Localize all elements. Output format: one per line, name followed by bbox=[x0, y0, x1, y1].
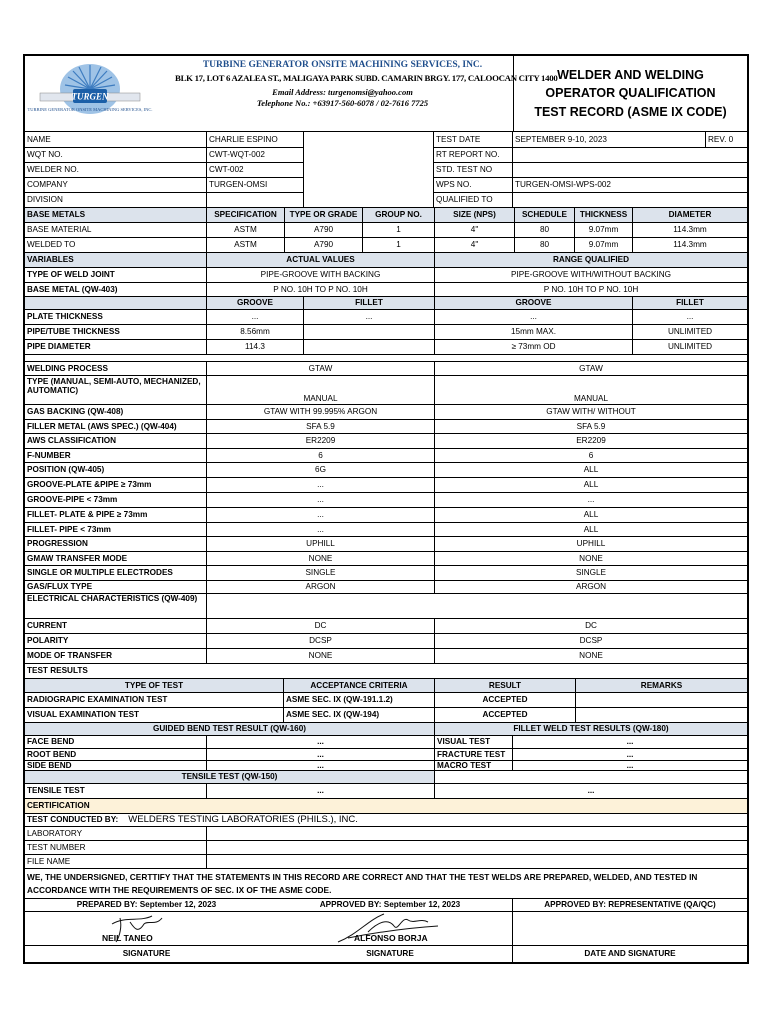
process-rows-9-range: ALL bbox=[434, 508, 747, 522]
prepared-signature bbox=[25, 912, 268, 945]
certification-test-number-label: TEST NUMBER bbox=[27, 842, 86, 852]
process-rows-5-range: 6 bbox=[434, 449, 747, 462]
signature-area bbox=[25, 911, 747, 945]
base-metals-rows-0-4: 4" bbox=[434, 223, 514, 237]
process-rows-10-range: ALL bbox=[434, 523, 747, 536]
test-results-headers-3: REMARKS bbox=[575, 679, 747, 692]
base-metals-rows-1-4: 4" bbox=[434, 238, 514, 252]
base-metals-headers-3: GROUP NO. bbox=[362, 208, 434, 222]
variables-header bbox=[25, 252, 747, 267]
test-results-headers-1: ACCEPTANCE CRITERIA bbox=[283, 679, 434, 692]
header-title-line3: TEST RECORD (ASME IX CODE) bbox=[534, 104, 727, 119]
bend-rows-1-label2: FRACTURE TEST bbox=[434, 749, 512, 760]
variables-groove: GROOVE bbox=[206, 297, 303, 309]
process-rows-3-label: FILLER METAL (AWS SPEC.) (QW-404) bbox=[27, 421, 177, 431]
process-rows-12-label: GMAW TRANSFER MODE bbox=[27, 553, 128, 563]
division-value bbox=[206, 193, 303, 207]
certification-statement-row bbox=[25, 868, 747, 898]
test-results-header bbox=[25, 678, 747, 692]
bend-rows-0-label: FACE BEND bbox=[27, 737, 75, 747]
process-rows-6-label: POSITION (QW-405) bbox=[27, 465, 105, 475]
process-rows-11-actual: UPHILL bbox=[206, 537, 434, 551]
variables-plate-0: ... bbox=[206, 310, 303, 324]
bend-row bbox=[25, 748, 747, 760]
electrical-rows-1-actual: DCSP bbox=[206, 634, 434, 648]
company-address: BLK 17, LOT 6 AZALEA ST., MALIGAYA PARK SUBD. CAMARIN BRGY. 177, CALOOCAN CITY 1400 bbox=[175, 73, 558, 84]
info-std-test-label: STD. TEST NO bbox=[436, 165, 493, 175]
header-logo-tagline: TURBINE GENERATOR ONSITE MACHINING SERVICES, INC. bbox=[27, 107, 153, 112]
base-metals-rows-1-6: 9.07mm bbox=[574, 238, 632, 252]
bend-rows-1-value: ... bbox=[206, 749, 434, 760]
info-division-label: DIVISION bbox=[27, 195, 63, 205]
variables-fillet: FILLET bbox=[632, 297, 747, 309]
process-row bbox=[25, 404, 747, 419]
process-rows-8-actual: ... bbox=[206, 493, 434, 507]
variables-base-metal-actual: P NO. 10H TO P NO. 10H bbox=[206, 283, 434, 296]
test-results-rows-1-1: ASME SEC. IX (QW-194) bbox=[283, 708, 434, 722]
variables-plate-3: ... bbox=[632, 310, 747, 324]
spacer bbox=[25, 354, 747, 361]
certification-laboratory-label: LABORATORY bbox=[27, 828, 83, 838]
base-metals-rows-0-2: A790 bbox=[284, 223, 362, 237]
certification-statement: WE, THE UNDERSIGNED, CERTTIFY THAT THE STATEMENTS IN THIS RECORD ARE CORRECT AND THAT THE TEST WELDS ARE PREPARED, WELDED, AND TESTED IN ACCORDANCE WITH THE REQUIREMENTS OF SEC. IX OF THE ASME CODE. bbox=[27, 872, 698, 895]
base-metals-rows-0-5: 80 bbox=[514, 223, 574, 237]
info-block bbox=[25, 131, 747, 207]
signatures-sig-label2: SIGNATURE bbox=[366, 949, 414, 959]
signatures-approved: APPROVED BY: September 12, 2023 bbox=[319, 900, 461, 910]
test-number-row bbox=[25, 840, 747, 854]
process-rows-4-range: ER2209 bbox=[434, 434, 747, 448]
conducted-by-value: WELDERS TESTING LABORATORIES (PHILS.), INC. bbox=[128, 813, 358, 825]
info-company-label: COMPANY bbox=[27, 180, 68, 190]
process-row bbox=[25, 477, 747, 492]
bend-rows-0-value: ... bbox=[206, 736, 434, 748]
process-rows-5-label: F-NUMBER bbox=[27, 450, 71, 460]
certification-conducted-label: TEST CONDUCTED BY: bbox=[27, 815, 119, 825]
pipe-thickness-row bbox=[25, 324, 747, 339]
process-rows-2-actual: GTAW WITH 99.995% ARGON bbox=[206, 405, 434, 419]
base-metals-headers-6: THICKNESS bbox=[574, 208, 632, 222]
process-rows-13-label: SINGLE OR MULTIPLE ELECTRODES bbox=[27, 568, 173, 578]
company-value: TURGEN-OMSI bbox=[206, 178, 303, 192]
info-left bbox=[25, 132, 303, 207]
base-metals-rows-1-1: ASTM bbox=[206, 238, 284, 252]
process-row bbox=[25, 419, 747, 433]
bend-rows-2-value2: ... bbox=[512, 761, 747, 770]
test-results-rows-1-2: ACCEPTED bbox=[434, 708, 575, 722]
signatures-sig-label1: SIGNATURE bbox=[122, 949, 171, 959]
base-metals-rows-1-2: A790 bbox=[284, 238, 362, 252]
process-rows-14-label: GAS/FLUX TYPE bbox=[27, 582, 93, 592]
variables-pipe-dia-1 bbox=[303, 340, 434, 354]
rev-value: REV. 0 bbox=[705, 132, 747, 147]
process-rows-2-label: GAS BACKING (QW-408) bbox=[27, 407, 124, 417]
info-qualified-to bbox=[512, 193, 747, 207]
test-results-rows-0-0: RADIOGRAPIC EXAMINATION TEST bbox=[27, 695, 168, 705]
process-row bbox=[25, 492, 747, 507]
turgen-logo bbox=[27, 59, 153, 129]
header-logo-text: TURGEN bbox=[71, 91, 109, 102]
weld-joint-row bbox=[25, 267, 747, 282]
test-results-headers-2: RESULT bbox=[434, 679, 575, 692]
conducted-by-row bbox=[25, 813, 747, 826]
info-welder-no-label: WELDER NO. bbox=[27, 165, 79, 175]
header-title-line2: OPERATOR QUALIFICATION bbox=[545, 86, 716, 101]
base-metals-rows-0-3: 1 bbox=[362, 223, 434, 237]
base-metals-headers-1: SPECIFICATION bbox=[206, 208, 284, 222]
variables-base-metal-label: BASE METAL (QW-403) bbox=[27, 284, 118, 294]
test-results-rows-1-3 bbox=[575, 708, 747, 722]
process-rows-1-range: MANUAL bbox=[434, 376, 747, 404]
variables-pipe-thk-0: 8.56mm bbox=[206, 325, 303, 339]
electrical-rows-0-range: DC bbox=[434, 619, 747, 633]
process-rows-7-actual: ... bbox=[206, 478, 434, 492]
base-metals-headers-4: SIZE (NPS) bbox=[434, 208, 514, 222]
test-results-rows-0-1: ASME SEC. IX (QW-191.1.2) bbox=[283, 693, 434, 707]
base-metals-rows-0-6: 9.07mm bbox=[574, 223, 632, 237]
variables-weld-joint-actual: PIPE-GROOVE WITH BACKING bbox=[206, 268, 434, 282]
process-rows bbox=[25, 361, 747, 593]
test-result-row bbox=[25, 707, 747, 722]
process-rows-4-label: AWS CLASSIFICATION bbox=[27, 436, 116, 446]
qualification-record-sheet bbox=[23, 54, 749, 964]
bend-guided-label: GUIDED BEND TEST RESULT (QW-160) bbox=[153, 724, 306, 734]
preparer-name: NEIL TANEO bbox=[102, 932, 153, 943]
certification-file-name-label: FILE NAME bbox=[27, 856, 71, 866]
electrical-rows-1-label: POLARITY bbox=[27, 636, 69, 646]
variables-weld-joint-range: PIPE-GROOVE WITH/WITHOUT BACKING bbox=[434, 268, 747, 282]
info-qualified-to-label: QUALIFIED TO bbox=[436, 195, 493, 205]
variables-fillet: FILLET bbox=[303, 297, 434, 309]
base-metals-headers-7: DIAMETER bbox=[632, 208, 747, 222]
process-rows-14-actual: ARGON bbox=[206, 581, 434, 593]
header-title-line1: WELDER AND WELDING bbox=[557, 68, 704, 83]
variables-range: RANGE QUALIFIED bbox=[434, 253, 747, 267]
base-metals-rows-0-7: 114.3mm bbox=[632, 223, 747, 237]
base-metal-row bbox=[25, 282, 747, 296]
pipe-diameter-row bbox=[25, 339, 747, 354]
test-results-headers-0: TYPE OF TEST bbox=[124, 680, 184, 690]
bend-rows-0-label2: VISUAL TEST bbox=[434, 736, 512, 748]
plate-thickness-row bbox=[25, 309, 747, 324]
approved-signature bbox=[268, 912, 512, 945]
variables-pipe-thk-label: PIPE/TUBE THICKNESS bbox=[27, 327, 120, 337]
company-header bbox=[25, 56, 558, 131]
test-date-value: SEPTEMBER 9-10, 2023 bbox=[512, 132, 705, 147]
info-name-label: NAME bbox=[27, 134, 51, 144]
process-rows-14-range: ARGON bbox=[434, 581, 747, 593]
variables-plate-1: ... bbox=[303, 310, 434, 324]
variables-weld-joint-label: TYPE OF WELD JOINT bbox=[27, 270, 115, 280]
info-test-date-label: TEST DATE bbox=[436, 134, 481, 144]
signature-labels bbox=[25, 945, 747, 962]
bend-rows-2-value: ... bbox=[206, 761, 434, 770]
electrical-header bbox=[25, 593, 747, 618]
bend-test-header bbox=[25, 722, 747, 735]
process-rows-1-actual: MANUAL bbox=[206, 376, 434, 404]
process-rows-0-label: WELDING PROCESS bbox=[27, 363, 108, 373]
process-rows-1-label: TYPE (MANUAL, SEMI-AUTO, MECHANIZED, AUTOMATIC) bbox=[27, 377, 201, 396]
process-row bbox=[25, 565, 747, 580]
test-result-row bbox=[25, 692, 747, 707]
test-results-rows-0-2: ACCEPTED bbox=[434, 693, 575, 707]
process-row bbox=[25, 522, 747, 536]
laboratory-row bbox=[25, 826, 747, 840]
name-value: CHARLIE ESPINO bbox=[206, 132, 303, 147]
info-std-test bbox=[512, 163, 747, 177]
process-rows-9-actual: ... bbox=[206, 508, 434, 522]
approver-name: ALFONSO BORJA bbox=[354, 932, 428, 943]
wps-value: TURGEN-OMSI-WPS-002 bbox=[512, 178, 747, 192]
variables-pipe-dia-3: UNLIMITED bbox=[632, 340, 747, 354]
variables-pipe-thk-1 bbox=[303, 325, 434, 339]
base-metals-rows-1-5: 80 bbox=[514, 238, 574, 252]
photo-box bbox=[303, 132, 433, 207]
bend-row bbox=[25, 760, 747, 770]
electrical-rows-0-actual: DC bbox=[206, 619, 434, 633]
bend-rows-2-label: SIDE BEND bbox=[27, 761, 72, 770]
bend-tensile-header: TENSILE TEST (QW-150) bbox=[181, 772, 278, 782]
process-rows-12-actual: NONE bbox=[206, 552, 434, 565]
tensile-row bbox=[25, 783, 747, 798]
variables-pipe-dia-0: 114.3 bbox=[206, 340, 303, 354]
info-wps-label: WPS NO. bbox=[436, 180, 472, 190]
base-material-row bbox=[25, 222, 747, 237]
tensile-header bbox=[25, 770, 747, 783]
bend-rows-0-value2: ... bbox=[512, 736, 747, 748]
base-metals-headers-2: TYPE OR GRADE bbox=[284, 208, 362, 222]
test-results-rows-0-3 bbox=[575, 693, 747, 707]
variables-base-metal-range: P NO. 10H TO P NO. 10H bbox=[434, 283, 747, 296]
process-rows-2-range: GTAW WITH/ WITHOUT bbox=[434, 405, 747, 419]
process-rows-11-range: UPHILL bbox=[434, 537, 747, 551]
electrical-rows-1-range: DCSP bbox=[434, 634, 747, 648]
process-row bbox=[25, 361, 747, 375]
base-metals-headers-5: SCHEDULE bbox=[514, 208, 574, 222]
process-rows-9-label: FILLET- PLATE & PIPE ≥ 73mm bbox=[27, 510, 148, 520]
base-metals-rows-1-3: 1 bbox=[362, 238, 434, 252]
variables-groove: GROOVE bbox=[434, 297, 632, 309]
process-rows-3-actual: SFA 5.9 bbox=[206, 420, 434, 433]
bend-rows-1-value2: ... bbox=[512, 749, 747, 760]
certification-row bbox=[25, 798, 747, 813]
variables-plate-label: PLATE THICKNESS bbox=[27, 312, 103, 322]
bend-tensile-label: TENSILE TEST bbox=[27, 786, 85, 796]
bend-tensile-value2: ... bbox=[434, 784, 747, 798]
base-metals-rows-1-7: 114.3mm bbox=[632, 238, 747, 252]
certification-label: CERTIFICATION bbox=[27, 801, 90, 811]
signatures-approved-rep: APPROVED BY: REPRESENTATIVE (QA/QC) bbox=[512, 899, 747, 911]
process-rows-8-label: GROOVE-PIPE < 73mm bbox=[27, 495, 118, 505]
variables-plate-2: ... bbox=[434, 310, 632, 324]
electrical-rows-2-label: MODE OF TRANSFER bbox=[27, 651, 113, 661]
process-rows-10-label: FILLET- PIPE < 73mm bbox=[27, 524, 111, 534]
process-rows-8-range: ... bbox=[434, 493, 747, 507]
electrical-label: ELECTRICAL CHARACTERISTICS (QW-409) bbox=[27, 594, 198, 603]
base-metals-rows-0-1: ASTM bbox=[206, 223, 284, 237]
process-rows-6-range: ALL bbox=[434, 463, 747, 477]
test-results-label: TEST RESULTS bbox=[27, 666, 88, 676]
electrical-row bbox=[25, 633, 747, 648]
base-metals-rows-0-0: BASE MATERIAL bbox=[27, 225, 92, 235]
variables-actual: ACTUAL VALUES bbox=[206, 253, 434, 267]
signatures-date-sig-label: DATE AND SIGNATURE bbox=[512, 946, 747, 962]
document-title bbox=[513, 56, 747, 131]
company-telephone: Telephone No.: +63917-560-6078 / 02-7616 7725 bbox=[256, 98, 429, 109]
process-rows-6-actual: 6G bbox=[206, 463, 434, 477]
process-rows-0-actual: GTAW bbox=[206, 362, 434, 375]
approval-header bbox=[25, 898, 747, 911]
bend-rows-2-label2: MACRO TEST bbox=[434, 761, 512, 770]
variables-pipe-thk-2: 15mm MAX. bbox=[434, 325, 632, 339]
test-results-rows-1-0: VISUAL EXAMINATION TEST bbox=[27, 710, 140, 720]
welded-to-row bbox=[25, 237, 747, 252]
bend-tensile-value: ... bbox=[206, 784, 434, 798]
signatures-prepared: PREPARED BY: September 12, 2023 bbox=[76, 900, 217, 910]
groove-fillet-header bbox=[25, 296, 747, 309]
base-metals-rows-1-0: WELDED TO bbox=[27, 240, 76, 250]
process-rows-3-range: SFA 5.9 bbox=[434, 420, 747, 433]
company-email: Email Address: turgenomsi@yahoo.com bbox=[272, 87, 413, 98]
info-rt-report bbox=[512, 148, 747, 162]
process-row bbox=[25, 551, 747, 565]
bend-fillet-label: FILLET WELD TEST RESULTS (QW-180) bbox=[434, 723, 747, 735]
process-rows-13-range: SINGLE bbox=[434, 566, 747, 580]
base-metals-headers-0: BASE METALS bbox=[27, 210, 86, 220]
process-rows-13-actual: SINGLE bbox=[206, 566, 434, 580]
info-rt-report-label: RT REPORT NO. bbox=[436, 150, 500, 160]
info-right bbox=[433, 132, 747, 207]
file-name-row bbox=[25, 854, 747, 868]
variables-pipe-dia-label: PIPE DIAMETER bbox=[27, 342, 91, 352]
info-wqt-label: WQT NO. bbox=[27, 150, 63, 160]
bend-rows-1-label: ROOT BEND bbox=[27, 749, 77, 759]
process-row bbox=[25, 580, 747, 593]
variables-pipe-dia-2: ≥ 73mm OD bbox=[434, 340, 632, 354]
process-row bbox=[25, 433, 747, 448]
base-metals-header bbox=[25, 207, 747, 222]
process-rows-11-label: PROGRESSION bbox=[27, 539, 88, 549]
welder-no-value: CWT-002 bbox=[206, 163, 303, 177]
process-row bbox=[25, 448, 747, 462]
process-rows-7-range: ALL bbox=[434, 478, 747, 492]
process-row bbox=[25, 507, 747, 522]
header-row bbox=[25, 56, 747, 131]
wqt-value: CWT-WQT-002 bbox=[206, 148, 303, 162]
test-results-label-row bbox=[25, 663, 747, 678]
process-rows-12-range: NONE bbox=[434, 552, 747, 565]
process-rows-10-actual: ... bbox=[206, 523, 434, 536]
process-rows-4-actual: ER2209 bbox=[206, 434, 434, 448]
process-rows-5-actual: 6 bbox=[206, 449, 434, 462]
company-name: TURBINE GENERATOR ONSITE MACHINING SERVICES, INC. bbox=[202, 60, 483, 70]
variables-label: VARIABLES bbox=[27, 255, 74, 265]
process-row bbox=[25, 536, 747, 551]
process-row bbox=[25, 375, 747, 404]
bend-row bbox=[25, 735, 747, 748]
electrical-rows-2-actual: NONE bbox=[206, 649, 434, 663]
process-row bbox=[25, 462, 747, 477]
process-rows-0-range: GTAW bbox=[434, 362, 747, 375]
electrical-row bbox=[25, 618, 747, 633]
process-rows-7-label: GROOVE-PLATE &PIPE ≥ 73mm bbox=[27, 480, 152, 490]
variables-pipe-thk-3: UNLIMITED bbox=[632, 325, 747, 339]
electrical-rows-2-range: NONE bbox=[434, 649, 747, 663]
electrical-row bbox=[25, 648, 747, 663]
electrical-rows-0-label: CURRENT bbox=[27, 621, 68, 631]
